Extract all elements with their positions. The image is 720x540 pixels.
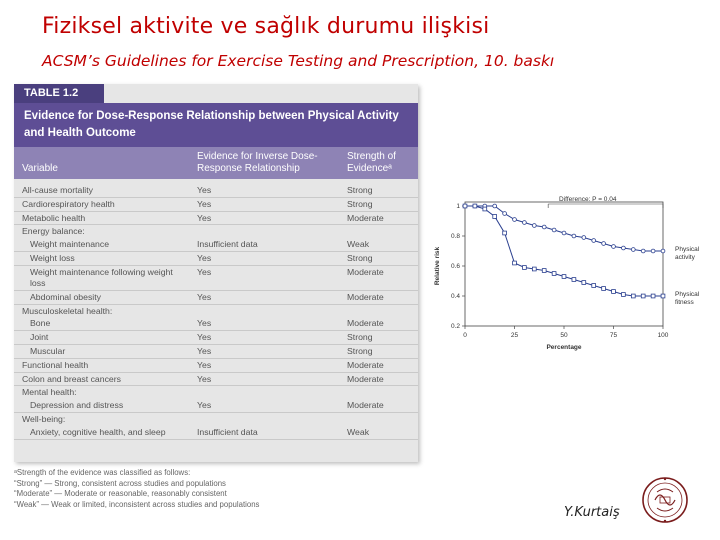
- row-evidence: Yes: [197, 400, 212, 411]
- y-tick-label: 0.6: [450, 263, 460, 271]
- data-point: [493, 204, 497, 208]
- row-variable: All-cause mortality: [22, 185, 93, 195]
- row-strength: Strong: [347, 185, 373, 195]
- row-variable: Weight maintenance: [30, 239, 110, 250]
- data-point: [483, 207, 487, 211]
- data-point: [562, 231, 566, 235]
- row-variable: Well-being:: [22, 413, 66, 424]
- data-point: [622, 293, 626, 297]
- row-strength: Moderate: [347, 359, 384, 370]
- row-variable: Musculoskeletal health:: [22, 305, 113, 316]
- data-point: [602, 287, 606, 291]
- x-tick-label: 75: [609, 332, 618, 339]
- table-row: [14, 291, 418, 305]
- y-tick-label: 0.8: [450, 233, 460, 241]
- series-label: fitness: [675, 299, 694, 306]
- row-evidence: Yes: [197, 345, 212, 356]
- row-strength: Moderate: [347, 318, 384, 329]
- row-variable: Energy balance:: [22, 226, 85, 237]
- row-evidence: Yes: [197, 318, 212, 329]
- row-variable: Metabolic health: [22, 212, 86, 223]
- table-row: [14, 386, 418, 399]
- data-point: [641, 249, 645, 253]
- author-name: Y.Kurtaiş: [564, 505, 620, 520]
- data-point: [592, 239, 596, 243]
- table-row: [14, 225, 418, 238]
- row-variable: Cardiorespiratory health: [22, 198, 115, 209]
- data-point: [651, 294, 655, 298]
- x-tick-label: 0: [463, 332, 467, 339]
- data-point: [542, 225, 546, 229]
- table-row: [14, 212, 418, 226]
- data-point: [651, 249, 655, 253]
- table-row: [14, 399, 418, 413]
- table-title: Evidence for Dose-Response Relationship between Physical Activity and Health Outcome: [14, 103, 418, 147]
- data-point: [542, 269, 546, 273]
- university-seal-logo: [641, 474, 689, 526]
- data-point: [513, 261, 517, 265]
- data-point: [631, 294, 635, 298]
- row-strength: Weak: [347, 426, 370, 437]
- data-point: [552, 228, 556, 232]
- row-variable: Depression and distress: [30, 400, 124, 411]
- row-variable: Colon and breast cancers: [22, 373, 121, 384]
- data-point: [612, 245, 616, 249]
- table-header: [14, 147, 418, 179]
- x-axis-label: Percentage: [546, 344, 582, 351]
- data-point: [552, 272, 556, 276]
- table-row: [14, 184, 418, 198]
- column-header-strength: Strength of Evidenceᵃ: [347, 151, 396, 174]
- row-evidence: Yes: [197, 359, 212, 370]
- series-label: Physical: [675, 246, 700, 253]
- table-row: [14, 198, 418, 212]
- row-strength: Weak: [347, 239, 370, 250]
- data-point: [473, 204, 477, 208]
- row-evidence: Yes: [197, 332, 212, 343]
- plot-frame: [465, 202, 663, 326]
- row-strength: Strong: [347, 345, 373, 356]
- row-variable: Abdominal obesity: [30, 291, 101, 302]
- row-variable: Bone: [30, 318, 51, 329]
- data-point: [582, 281, 586, 285]
- row-evidence: Yes: [197, 212, 212, 223]
- data-point: [602, 242, 606, 246]
- footnote-line: “Moderate” — Moderate or reasonable, reasonably consistent: [14, 489, 227, 499]
- data-point: [631, 248, 635, 252]
- evidence-table: [14, 84, 418, 462]
- footnote-line: “Strong” — Strong, consistent across studies and populations: [14, 478, 226, 488]
- row-evidence: Yes: [197, 373, 212, 384]
- row-variable: Anxiety, cognitive health, and sleep: [30, 426, 166, 437]
- table-tag: TABLE 1.2: [14, 84, 104, 103]
- footnote-line: ᵃStrength of the evidence was classified as follows:: [14, 468, 191, 477]
- footnote-line: “Weak” — Weak or limited, inconsistent across studies and populations: [14, 499, 260, 509]
- row-strength: Moderate: [347, 400, 384, 411]
- x-tick-label: 50: [560, 332, 568, 339]
- row-variable: Weight maintenance following weight loss: [30, 266, 173, 288]
- row-variable: Weight loss: [30, 252, 75, 263]
- data-point: [523, 221, 527, 225]
- table-row: [14, 373, 418, 387]
- table-row: [14, 317, 418, 331]
- row-evidence: Yes: [197, 266, 212, 277]
- table-body: [14, 184, 418, 440]
- data-point: [661, 249, 665, 253]
- table-row: [14, 413, 418, 426]
- row-evidence: Yes: [197, 198, 212, 209]
- row-strength: Moderate: [347, 266, 384, 277]
- data-point: [641, 294, 645, 298]
- data-point: [503, 231, 507, 235]
- row-evidence: Insufficient data: [197, 426, 258, 437]
- row-variable: Mental health:: [22, 387, 77, 398]
- data-point: [503, 212, 507, 216]
- row-variable: Functional health: [22, 359, 89, 370]
- data-point: [562, 275, 566, 279]
- difference-annotation: Difference: P = 0.04: [559, 196, 617, 203]
- data-point: [582, 236, 586, 240]
- relative-risk-chart: [430, 188, 720, 358]
- row-strength: Moderate: [347, 373, 384, 384]
- table-row: [14, 359, 418, 373]
- table-row: [14, 266, 418, 291]
- data-point: [463, 204, 467, 208]
- series-label: Physical: [675, 291, 700, 298]
- row-variable: Joint: [30, 332, 49, 343]
- table-row: [14, 426, 418, 440]
- y-tick-label: 1: [456, 203, 460, 211]
- column-header-evidence: Evidence for Inverse Dose-Response Relationship: [197, 151, 318, 174]
- data-point: [572, 278, 576, 282]
- row-evidence: Yes: [197, 291, 212, 302]
- data-point: [592, 284, 596, 288]
- series-label: activity: [675, 254, 695, 261]
- row-evidence: Yes: [197, 252, 212, 263]
- row-strength: Strong: [347, 252, 373, 263]
- column-header-variable: Variable: [22, 163, 58, 174]
- data-point: [622, 246, 626, 250]
- data-point: [493, 215, 497, 219]
- row-strength: Strong: [347, 198, 373, 209]
- data-point: [532, 267, 536, 271]
- data-point: [612, 290, 616, 294]
- y-tick-label: 0.2: [450, 323, 460, 331]
- table-row: [14, 305, 418, 318]
- difference-bracket: [548, 204, 663, 208]
- y-axis-label: Relative risk: [434, 246, 441, 286]
- data-point: [532, 224, 536, 228]
- row-strength: Strong: [347, 332, 373, 343]
- data-point: [661, 294, 665, 298]
- row-variable: Muscular: [30, 345, 66, 356]
- y-tick-label: 0.4: [450, 293, 460, 301]
- data-point: [572, 234, 576, 238]
- table-row: [14, 345, 418, 359]
- slide-subtitle: ACSM’s Guidelines for Exercise Testing and Prescription, 10. baskı: [42, 52, 555, 70]
- row-strength: Moderate: [347, 212, 384, 223]
- row-evidence: Yes: [197, 185, 212, 195]
- row-evidence: Insufficient data: [197, 239, 258, 250]
- table-row: [14, 331, 418, 345]
- table-footnotes: [14, 468, 259, 510]
- data-point: [513, 218, 517, 222]
- slide-title: Fiziksel aktivite ve sağlık durumu ilişkisi: [42, 14, 490, 39]
- data-point: [523, 266, 527, 270]
- x-tick-label: 100: [657, 332, 669, 339]
- table-row: [14, 252, 418, 266]
- table-row: [14, 238, 418, 252]
- series-line-activity: [465, 206, 663, 251]
- x-tick-label: 25: [510, 332, 519, 339]
- row-strength: Moderate: [347, 291, 384, 302]
